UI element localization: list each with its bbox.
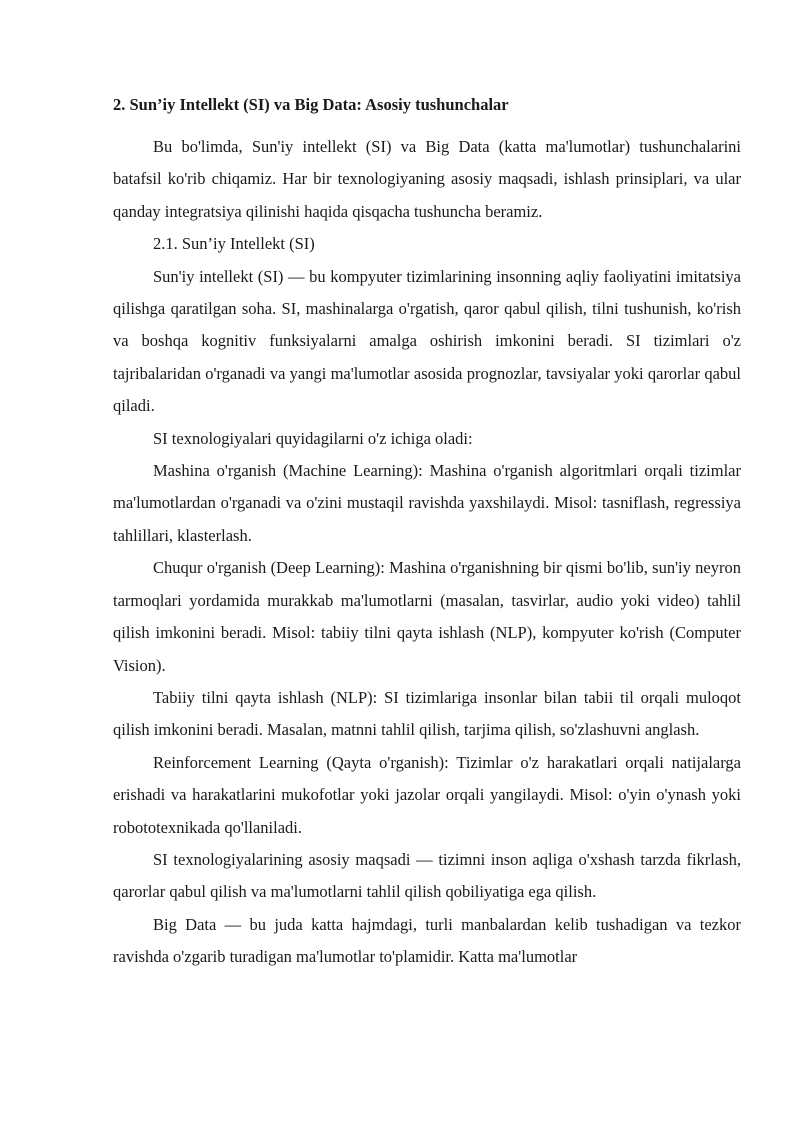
paragraph-reinforcement-learning: Reinforcement Learning (Qayta o'rganish): Tizimlar o'z harakatlari orqali natijalarga erishadi va harakatlarini mukofotlar yoki jazolar orqali yangilaydi. Misol: o'yin o'ynash yoki robototexnikada qo'llaniladi. xyxy=(113,752,741,837)
paragraph-si-definition: Sun'iy intellekt (SI) — bu kompyuter tizimlarining insonning aqliy faoliyatini imitatsiya qilishga qaratilgan soha. SI, mashinalarga o'rgatish, qaror qabul qilish, tilni tushunish, ko'rish va boshqa kognitiv funksiyalarni amalga oshirish imkonini beradi. SI tizimlari o'z tajribalaridan o'rganadi va yangi ma'lumotlar asosida prognozlar, tavsiyalar yoki qarorlar qabul qiladi. xyxy=(113,266,741,416)
section-title: 2. Sun’iy Intellekt (SI) va Big Data: Asosiy tushunchalar xyxy=(113,95,509,114)
document-page xyxy=(113,93,741,974)
subsection-title: 2.1. Sun’iy Intellekt (SI) xyxy=(153,234,315,254)
paragraph-machine-learning: Mashina o'rganish (Machine Learning): Mashina o'rganish algoritmlari orqali tizimlar ma'lumotlardan o'rganadi va o'zini mustaqil ravishda yaxshilaydi. Misol: tasniflash, regressiya tahlillari, klasterlash. xyxy=(113,461,741,545)
intro-paragraph: Bu bo'limda, Sun'iy intellekt (SI) va Big Data (katta ma'lumotlar) tushunchalarini batafsil ko'rib chiqamiz. Har bir texnologiyaning asosiy maqsadi, ishlash prinsiplari, va ular qanday integratsiya qilinishi haqida qisqacha tushuncha beramiz. xyxy=(113,137,741,221)
paragraph-deep-learning: Chuqur o'rganish (Deep Learning): Mashina o'rganishning bir qismi bo'lib, sun'iy neyron tarmoqlari yordamida murakkab ma'lumotlarni (masalan, tasvirlar, audio yoki video) tahlil qilish imkonini beradi. Misol: tabiiy tilni qayta ishlash (NLP), kompyuter ko'rish (Computer Vision). xyxy=(113,558,741,675)
paragraph-si-goal: SI texnologiyalarining asosiy maqsadi — tizimni inson aqliga o'xshash tarzda fikrlash, qarorlar qabul qilish va ma'lumotlarni tahlil qilish qobiliyatiga ega qilish. xyxy=(113,849,741,902)
paragraph-si-technologies-intro: SI texnologiyalari quyidagilarni o'z ichiga oladi: xyxy=(153,428,473,448)
paragraph-big-data: Big Data — bu juda katta hajmdagi, turli manbalardan kelib tushadigan va tezkor ravishda o'zgarib turadigan ma'lumotlar to'plamidir. Katta ma'lumotlar xyxy=(113,914,741,967)
paragraph-nlp: Tabiiy tilni qayta ishlash (NLP): SI tizimlariga insonlar bilan tabii til orqali muloqot qilish imkonini beradi. Masalan, matnni tahlil qilish, tarjima qilish, so'zlashuvni anglash. xyxy=(113,687,741,740)
